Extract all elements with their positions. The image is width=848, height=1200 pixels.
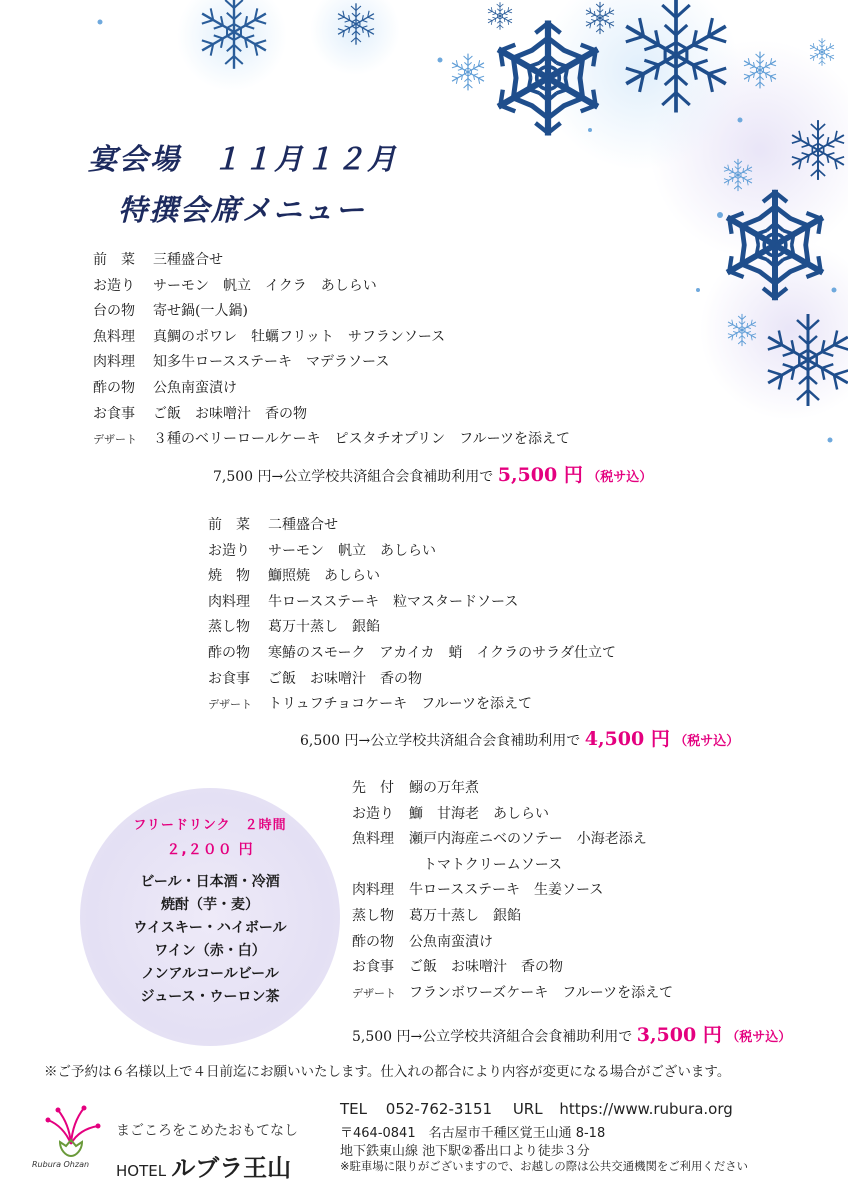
course-3-item-category: 肉料理: [352, 882, 394, 899]
course-1-price-text: 7,500 円→公立学校共済組合会食補助利用で: [213, 469, 494, 485]
course-2-item-category: 肉料理: [208, 593, 250, 610]
course-3-item-dish: ご飯 お味噌汁 香の物: [409, 959, 563, 976]
course-1-item-row: [93, 299, 570, 325]
course-1-item-dish: サーモン 帆立 イクラ あしらい: [153, 277, 377, 294]
course-3-item-category: お食事: [352, 959, 394, 976]
course-3-item-category: お造り: [352, 805, 394, 822]
course-3-item-row: [352, 878, 673, 904]
course-1-item-dish: 公魚南蛮漬け: [153, 379, 237, 396]
course-3-price-tax: （税サ込）: [726, 1030, 792, 1045]
course-1-item-category: 酢の物: [93, 379, 135, 396]
free-drink-item: ノンアルコールビール: [141, 966, 279, 982]
course-2-price-tax: （税サ込）: [674, 734, 740, 749]
tel-number: 052-762-3151: [385, 1100, 493, 1118]
free-drink-item: ウイスキー・ハイボール: [133, 920, 287, 936]
course-2-item-category: デザート: [208, 698, 252, 712]
logo-text: Rubura Ohzan: [32, 1160, 90, 1169]
course-3-item-dish: 鰤 甘海老 あしらい: [409, 805, 549, 822]
contact-line: [340, 1100, 733, 1118]
course-3-item-category: 先 付: [352, 780, 394, 796]
course-1-item-row: [93, 376, 570, 402]
course-2-item-category: 焼 物: [208, 568, 250, 585]
course-1-item-row: [93, 427, 570, 453]
course-2-item-row: [208, 513, 616, 539]
course-3-item-row: [352, 904, 673, 930]
course-2-price: [300, 724, 739, 751]
course-3-price: [352, 1020, 791, 1047]
course-2-item-row: [208, 641, 616, 667]
course-1-item-category: 前 菜: [93, 252, 135, 268]
page-subtitle: 特撰会席メニュー: [118, 193, 367, 227]
reservation-note: ※ご予約は６名様以上で４日前迄にお願いいたします。仕入れの都合により内容が変更になる場合がございます。: [44, 1064, 731, 1080]
course-3-item-dish: 牛ロースステーキ 生姜ソース: [409, 882, 604, 899]
course-2-item-row: [208, 692, 616, 718]
course-1-item-dish: ご飯 お味噌汁 香の物: [153, 405, 307, 422]
course-3-item-dish: 鰯の万年煮: [409, 780, 479, 796]
course-2-item-row: [208, 564, 616, 590]
free-drink-title: フリードリンク ２時間: [133, 818, 287, 833]
parking-note: ※駐車場に限りがございますので、お越しの際は公共交通機関をご利用ください: [340, 1159, 748, 1173]
course-2-item-dish: 葛万十蒸し 銀餡: [268, 619, 380, 636]
course-1-item-row: [93, 350, 570, 376]
course-3-item-dish: 瀬戸内海産ニベのソテー 小海老添え: [409, 831, 647, 848]
course-2-item-category: 酢の物: [208, 644, 250, 661]
course-1-item-row: [93, 274, 570, 300]
course-3-price-value: 3,500 円: [636, 1024, 722, 1046]
tagline: まごころをこめたおもてなし: [116, 1123, 298, 1139]
course-2-item-dish: 牛ロースステーキ 粒マスタードソース: [268, 593, 519, 610]
free-drink-item: ジュース・ウーロン茶: [140, 989, 280, 1005]
free-drink-list: [80, 871, 340, 1009]
free-drink-panel: [80, 788, 340, 1046]
course-3-item-category: デザート: [352, 986, 396, 1000]
course-2-item-category: 蒸し物: [208, 619, 250, 636]
course-1-price-value: 5,500 円: [497, 464, 583, 486]
course-3-item-row: [352, 827, 673, 853]
course-1-item-category: デザート: [93, 433, 137, 447]
course-3-item-row: [352, 981, 673, 1007]
course-2-item-row: [208, 615, 616, 641]
course-2-price-text: 6,500 円→公立学校共済組合会食補助利用で: [300, 733, 581, 749]
hotel-logo-icon: [36, 1102, 106, 1162]
course-3-menu: [352, 776, 673, 1006]
course-2-item-category: お造り: [208, 542, 250, 559]
course-3-item-category: [352, 853, 409, 879]
course-3-item-category: 酢の物: [352, 933, 394, 950]
course-1-item-row: [93, 325, 570, 351]
course-2-item-dish: ご飯 お味噌汁 香の物: [268, 670, 422, 687]
course-2-item-dish: サーモン 帆立 あしらい: [268, 542, 436, 559]
course-1-price: [213, 460, 652, 487]
course-1-item-dish: 知多牛ロースステーキ マデラソース: [153, 354, 390, 371]
course-1-price-tax: （税サ込）: [587, 470, 653, 485]
course-3-item-dish: 葛万十蒸し 銀餡: [409, 907, 521, 924]
course-1-item-dish: 三種盛合せ: [153, 252, 223, 268]
free-drink-item: 焼酎（芋・麦）: [161, 897, 259, 913]
hotel-name-text: ルブラ王山: [171, 1154, 292, 1182]
course-1-item-category: 肉料理: [93, 354, 135, 371]
course-3-item-dish: トマトクリームソース: [409, 856, 563, 873]
course-2-price-value: 4,500 円: [584, 728, 670, 750]
course-2-item-dish: 二種盛合せ: [268, 517, 338, 533]
hotel-prefix: HOTEL: [116, 1162, 167, 1180]
course-3-item-row: [352, 930, 673, 956]
hotel-name: [116, 1148, 291, 1183]
course-1-item-row: [93, 402, 570, 428]
course-2-item-row: [208, 539, 616, 565]
free-drink-price: ２,２００ 円: [166, 842, 254, 858]
course-3-price-text: 5,500 円→公立学校共済組合会食補助利用で: [352, 1029, 633, 1045]
course-1-item-category: お造り: [93, 277, 135, 294]
course-1-item-category: 台の物: [93, 303, 135, 320]
course-3-item-row: [352, 853, 673, 879]
course-3-item-row: [352, 802, 673, 828]
course-1-item-category: 魚料理: [93, 328, 135, 345]
course-3-item-row: [352, 955, 673, 981]
tel-label: TEL: [340, 1100, 367, 1118]
course-2-item-dish: 寒鰆のスモーク アカイカ 蛸 イクラのサラダ仕立て: [268, 644, 617, 661]
free-drink-item: ビール・日本酒・冷酒: [140, 874, 280, 890]
course-2-item-dish: トリュフチョコケーキ フルーツを添えて: [268, 696, 533, 713]
course-1-item-category: お食事: [93, 405, 135, 422]
url-label: URL: [512, 1100, 543, 1118]
course-2-menu: [208, 513, 616, 718]
free-drink-item: ワイン（赤・白）: [154, 943, 266, 959]
course-3-item-dish: フランボワーズケーキ フルーツを添えて: [409, 984, 674, 1001]
course-1-menu: [93, 248, 570, 453]
course-3-item-category: 蒸し物: [352, 907, 394, 924]
course-2-item-row: [208, 590, 616, 616]
course-2-item-category: 前 菜: [208, 517, 250, 533]
url-link[interactable]: https://www.rubura.org: [559, 1100, 733, 1118]
page-title: 宴会場 １１月１２月: [88, 142, 399, 176]
course-2-item-row: [208, 667, 616, 693]
course-2-item-category: お食事: [208, 670, 250, 687]
course-3-item-dish: 公魚南蛮漬け: [409, 933, 493, 950]
address: 〒464-0841 名古屋市千種区覚王山通 8-18: [340, 1126, 606, 1141]
course-2-item-dish: 鰤照焼 あしらい: [268, 568, 380, 585]
course-3-item-category: 魚料理: [352, 831, 394, 848]
course-1-item-row: [93, 248, 570, 274]
course-1-item-dish: 寄せ鍋(一人鍋): [153, 303, 248, 320]
course-1-item-dish: 真鯛のポワレ 牡蠣フリット サフランソース: [153, 328, 446, 345]
access: 地下鉄東山線 池下駅②番出口より徒歩３分: [340, 1144, 590, 1159]
course-3-item-row: [352, 776, 673, 802]
course-1-item-dish: ３種のベリーロールケーキ ピスタチオプリン フルーツを添えて: [153, 431, 571, 448]
